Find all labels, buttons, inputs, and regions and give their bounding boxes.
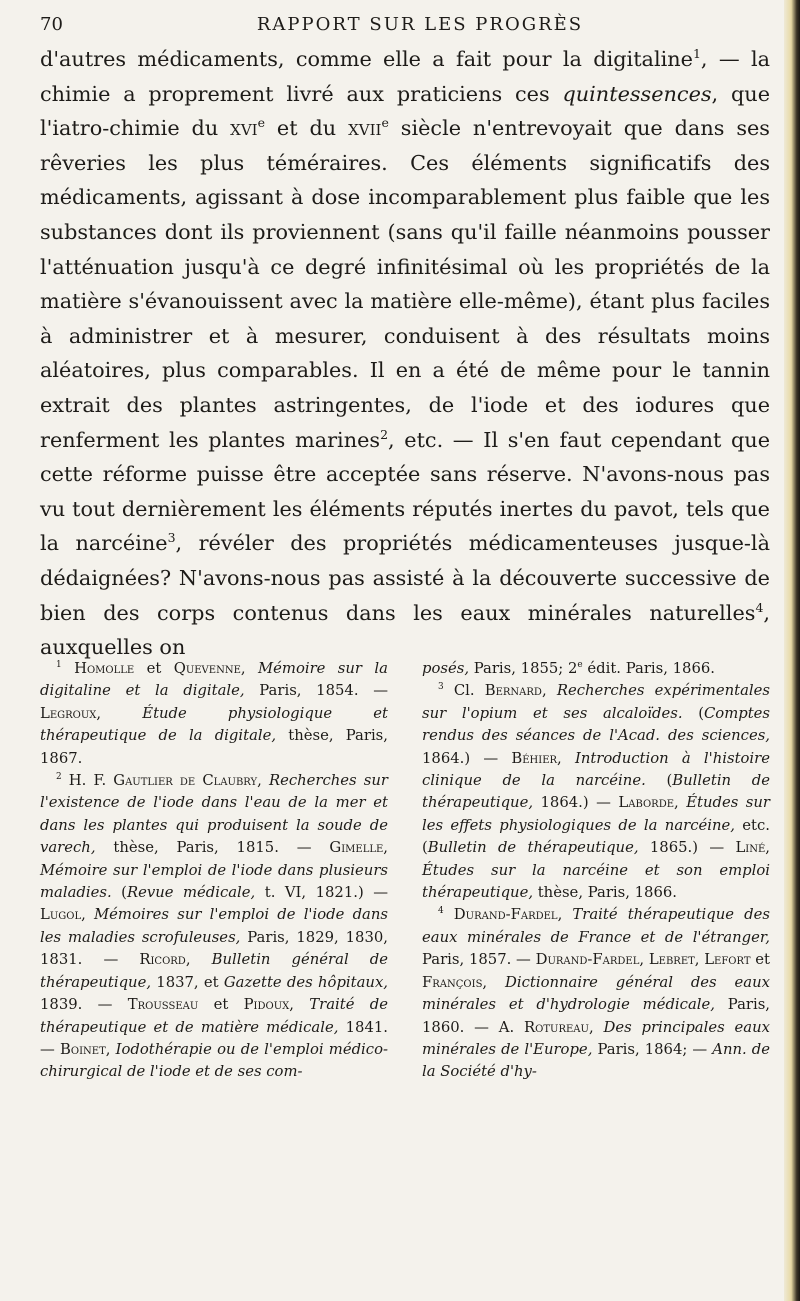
footnotes-left-column (40, 658, 388, 1084)
running-title: RAPPORT SUR LES PROGRÈS (256, 14, 584, 35)
footnote-1: $^1$ Homolle et Quevenne, Mémoire sur la digitaline et la digitale, Paris, 1854. — Legroux, Étude physiologique et thérapeutique de la digitale, thèse, Paris, 1867. (40, 660, 388, 767)
book-page (40, 0, 770, 1301)
footnote-ref-2: 2 (380, 426, 389, 442)
footnote-2-continued: posés, Paris, 1855; 2e édit. Paris, 1866. (422, 660, 715, 677)
main-text (40, 42, 770, 665)
footnote-4: $^4$ Durand-Fardel, Traité thérapeutique des eaux minérales de France et de l'étranger, Paris, 1857. — Durand-Fardel, Lebret, Lefort et François, Dictionnaire général des eaux minérales et d'hydrologie médicale, Paris, 1860. — A. Rotureau, Des principales eaux minérales de l'Europe, Paris, 1864; — Ann. de la Société d'hy- (422, 906, 771, 1081)
paragraph: d'autres médicaments, comme elle a fait pour la digitaline$^1$, — la chimie a proprement livré aux praticiens ces quintessences, que l'iatro-chimie du xvi$^e$ et du xvii$^e$ siècle n'entrevoyait que dans ses rêveries les plus téméraires. Ces éléments significatifs des médicaments, agissant à dose incomparablement plus faible que les substances dont ils proviennent (sans qu'il faille néanmoins pousser l'atténuation jusqu'à ce degré infinitésimal où les propriétés de la matière s'évanouissent avec la matière elle-même), étant plus faciles à administrer et à mesurer, conduisent à des résultats moins aléatoires, plus comparables. Il en a été de même pour le tannin extrait des plantes astringentes, de l'iode et des iodures que renferment les plantes marines$^2$, etc. — Il s'en faut cependant que cette réforme puisse être acceptée sans réserve. N'avons-nous pas vu tout dernièrement les éléments réputés inertes du pavot, tels que la narcéine$^3$, révéler des propriétés médicamenteuses jusque-là dédaignées? N'avons-nous pas assisté à la découverte successive de bien des corps contenus dans les eaux minérales naturelles$^4$, auxquelles on (40, 46, 771, 660)
footnote-ref-4: 4 (755, 599, 764, 615)
footnote-ref-1: 1 (692, 46, 701, 62)
footnotes-right-column (422, 658, 770, 1084)
footnote-ref-3: 3 (167, 530, 176, 546)
page-edge-shadow (784, 0, 800, 1301)
running-header (40, 8, 770, 42)
page-number: 70 (40, 14, 63, 35)
footnote-3: $^3$ Cl. Bernard, Recherches expérimentales sur l'opium et ses alcaloïdes. (Comptes rendus des séances de l'Acad. des sciences, 1864.) — Béhier, Introduction à l'histoire clinique de la narcéine. (Bulletin de thérapeutique, 1864.) — Laborde, Études sur les effets physiologiques de la narcéine, etc. (Bulletin de thérapeutique, 1865.) — Liné, Études sur la narcéine et son emploi thérapeutique, thèse, Paris, 1866. (422, 682, 770, 902)
footnote-2: $^2$ H. F. Gautlier de Claubry, Recherches sur l'existence de l'iode dans l'eau de la mer et dans les plantes qui produisent la soude de varech, thèse, Paris, 1815. — Gimelle, Mémoire sur l'emploi de l'iode dans plusieurs maladies. (Revue médicale, t. VI, 1821.) — Lugol, Mémoires sur l'emploi de l'iode dans les maladies scrofuleuses, Paris, 1829, 1830, 1831. — Ricord, Bulletin général de thérapeutique, 1837, et Gazette des hôpitaux, 1839. — Trousseau et Pidoux, Traité de thérapeutique et de matière médicale, 1841. — Boinet, Iodothérapie ou de l'emploi médico-chirurgical de l'iode et de ses com- (40, 772, 388, 1081)
footnotes (40, 658, 770, 1084)
